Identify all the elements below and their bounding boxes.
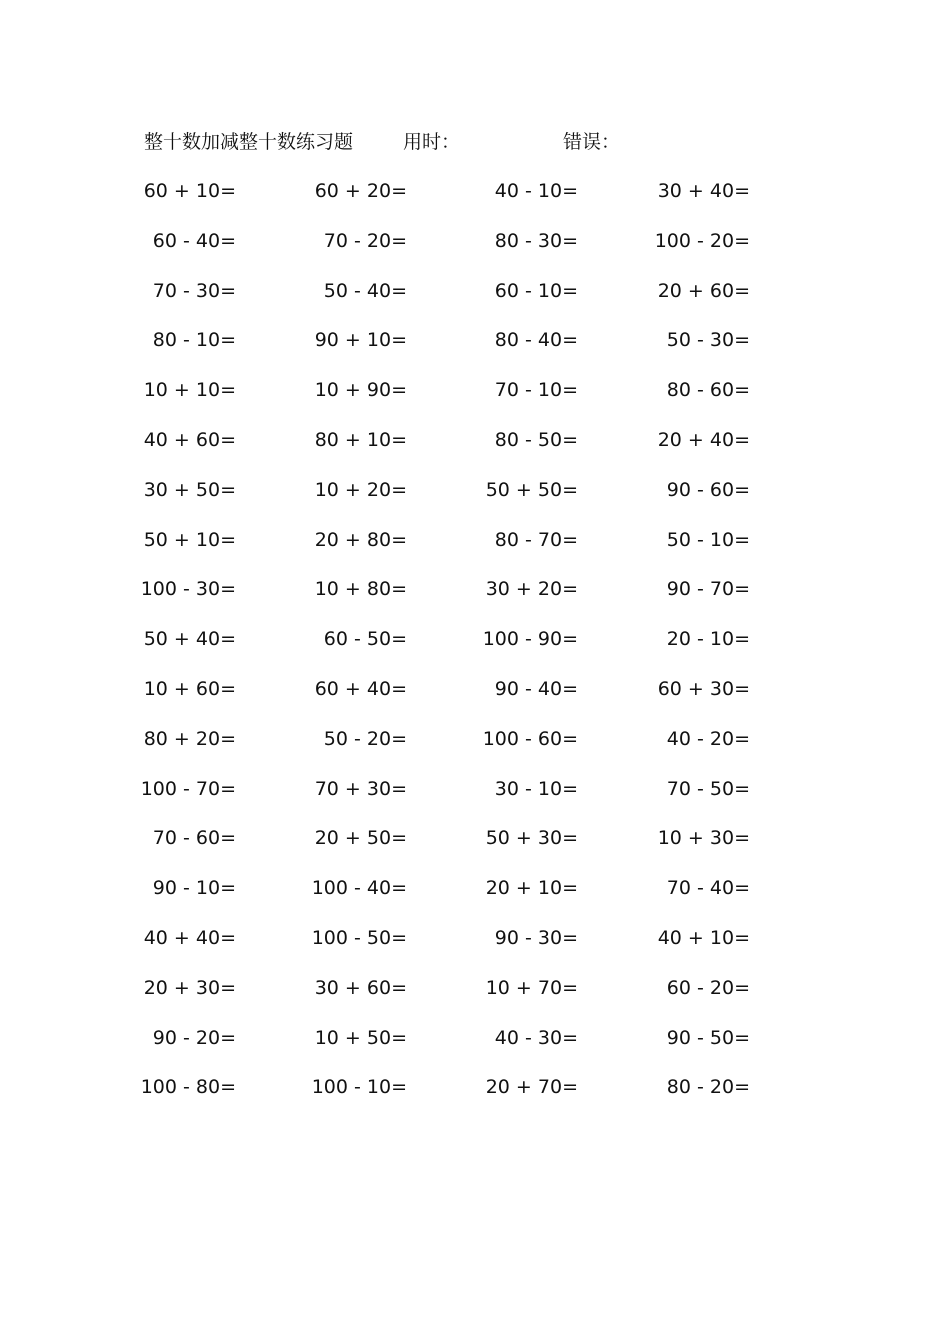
math-problem: 20 + 80= (314, 528, 407, 551)
math-problem: 50 + 10= (143, 528, 236, 551)
math-problem: 30 + 20= (485, 578, 578, 601)
math-problem: 20 + 40= (657, 428, 750, 451)
problem-row (0, 226, 950, 276)
math-problem: 60 - 20= (666, 976, 750, 999)
problem-row (0, 724, 950, 774)
math-problem: 10 + 70= (485, 976, 578, 999)
math-problem: 60 - 10= (494, 279, 578, 302)
math-problem: 20 + 60= (657, 279, 750, 302)
problem-row (0, 425, 950, 475)
math-problem: 60 + 40= (314, 677, 407, 700)
math-problem: 60 - 50= (323, 628, 407, 651)
math-problem: 70 - 30= (152, 279, 236, 302)
math-problem: 40 - 20= (666, 727, 750, 750)
math-problem: 10 + 10= (143, 379, 236, 402)
math-problem: 90 - 70= (666, 578, 750, 601)
math-problem: 80 - 70= (494, 528, 578, 551)
problem-row (0, 674, 950, 724)
math-problem: 10 + 50= (314, 1026, 407, 1049)
math-problem: 100 - 30= (140, 578, 236, 601)
math-problem: 50 - 20= (323, 727, 407, 750)
math-problem: 70 + 30= (314, 777, 407, 800)
problem-row (0, 823, 950, 873)
math-problem: 50 + 30= (485, 827, 578, 850)
math-problem: 80 - 20= (666, 1076, 750, 1099)
math-problem: 70 - 40= (666, 877, 750, 900)
math-problem: 30 + 60= (314, 976, 407, 999)
problem-row (0, 774, 950, 824)
math-problem: 80 - 40= (494, 329, 578, 352)
math-problem: 80 - 60= (666, 379, 750, 402)
math-problem: 10 + 60= (143, 677, 236, 700)
math-problem: 100 - 90= (482, 628, 578, 651)
math-problem: 100 - 60= (482, 727, 578, 750)
math-problem: 20 + 70= (485, 1076, 578, 1099)
math-problem: 20 + 30= (143, 976, 236, 999)
math-problem: 50 - 30= (666, 329, 750, 352)
math-problem: 50 + 40= (143, 628, 236, 651)
worksheet-title: 整十数加减整十数练习题 (144, 131, 354, 153)
math-problem: 60 + 10= (143, 180, 236, 202)
problem-row (0, 176, 950, 226)
problem-row (0, 375, 950, 425)
math-problem: 90 - 50= (666, 1026, 750, 1049)
math-problem: 70 - 20= (323, 229, 407, 252)
math-problem: 80 - 10= (152, 329, 236, 352)
math-problem: 10 + 90= (314, 379, 407, 402)
math-problem: 80 - 30= (494, 229, 578, 252)
math-problem: 60 + 20= (314, 180, 407, 202)
math-problem: 70 - 60= (152, 827, 236, 850)
math-problem: 20 + 50= (314, 827, 407, 850)
math-problem: 40 - 10= (494, 180, 578, 202)
math-problem: 80 + 10= (314, 428, 407, 451)
math-problem: 40 + 40= (143, 926, 236, 949)
problem-grid (0, 176, 950, 1122)
math-problem: 20 - 10= (666, 628, 750, 651)
problem-row (0, 973, 950, 1023)
math-problem: 20 + 10= (485, 877, 578, 900)
math-problem: 90 + 10= (314, 329, 407, 352)
math-problem: 40 + 60= (143, 428, 236, 451)
problem-row (0, 624, 950, 674)
math-problem: 10 + 30= (657, 827, 750, 850)
problem-row (0, 276, 950, 326)
problem-row (0, 923, 950, 973)
problem-row (0, 325, 950, 375)
math-problem: 80 - 50= (494, 428, 578, 451)
math-problem: 100 - 50= (311, 926, 407, 949)
time-label: 用时： (403, 131, 461, 153)
math-problem: 50 + 50= (485, 478, 578, 501)
math-problem: 40 - 30= (494, 1026, 578, 1049)
problem-row (0, 1072, 950, 1122)
problem-row (0, 873, 950, 923)
math-problem: 90 - 40= (494, 677, 578, 700)
math-problem: 10 + 20= (314, 478, 407, 501)
math-problem: 90 - 60= (666, 478, 750, 501)
math-problem: 100 - 70= (140, 777, 236, 800)
math-problem: 100 - 20= (654, 229, 750, 252)
math-problem: 70 - 10= (494, 379, 578, 402)
math-problem: 70 - 50= (666, 777, 750, 800)
math-problem: 90 - 30= (494, 926, 578, 949)
problem-row (0, 574, 950, 624)
math-problem: 100 - 80= (140, 1076, 236, 1099)
math-problem: 30 + 50= (143, 478, 236, 501)
math-problem: 40 + 10= (657, 926, 750, 949)
math-problem: 100 - 40= (311, 877, 407, 900)
math-problem: 80 + 20= (143, 727, 236, 750)
math-problem: 30 + 40= (657, 180, 750, 202)
math-problem: 50 - 40= (323, 279, 407, 302)
problem-row (0, 525, 950, 575)
math-problem: 30 - 10= (494, 777, 578, 800)
problem-row (0, 475, 950, 525)
math-problem: 90 - 10= (152, 877, 236, 900)
errors-label: 错误： (563, 131, 621, 153)
problem-row (0, 1023, 950, 1073)
math-problem: 60 + 30= (657, 677, 750, 700)
math-problem: 100 - 10= (311, 1076, 407, 1099)
math-problem: 60 - 40= (152, 229, 236, 252)
math-problem: 90 - 20= (152, 1026, 236, 1049)
math-problem: 50 - 10= (666, 528, 750, 551)
math-problem: 10 + 80= (314, 578, 407, 601)
